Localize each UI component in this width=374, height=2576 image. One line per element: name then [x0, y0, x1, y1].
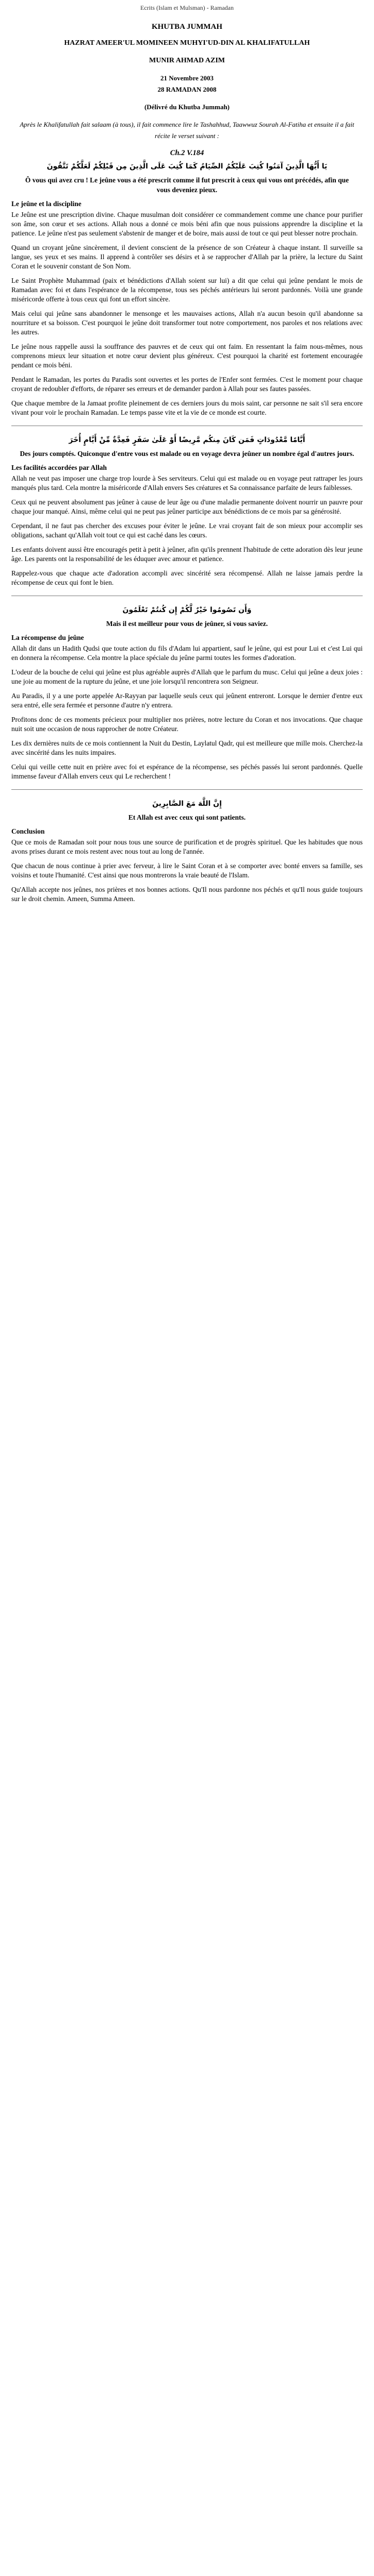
section-2	[11, 434, 363, 587]
verse-translation: Mais il est meilleur pour vous de jeûner, si vous saviez.	[106, 620, 268, 628]
paragraph: Le Jeûne est une prescription divine. Chaque musulman doit considérer ce commandement comme une chance pour purifier son âme, son cœur et ses actions. Allah nous a donné ce mois béni afin que nous puissions apprendre la discipline et la patience. Le jeûne n'est pas seulement s'abstenir de manger et de boire, mais aussi de tout ce qui peut blesser notre prochain.	[11, 211, 363, 237]
paragraph: Allah ne veut pas imposer une charge trop lourde à Ses serviteurs. Celui qui est malade ou en voyage peut rattraper les jours manqués plus tard. Cela montre la miséricorde d'Allah envers Ses créatures et Sa connaissance parfaite de leurs faiblesses.	[11, 474, 363, 492]
paragraph: Les dix dernières nuits de ce mois contiennent la Nuit du Destin, Laylatul Qadr, qui est meilleure que mille mois. Cherchez-la avec sincérité dans les nuits impaires.	[11, 739, 363, 756]
sermon-author: MUNIR AHMAD AZIM	[149, 57, 225, 64]
paragraph: Le Saint Prophète Muhammad (paix et bénédictions d'Allah soient sur lui) a dit que celui qui jeûne pendant le mois de Ramadan avec foi et dans l'espérance de la récompense, tous ses péchés antérieurs lui seront pardonnés. Voilà une grande miséricorde offerte à tous ceux qui font un effort sincère.	[11, 277, 363, 303]
paragraph: Cependant, il ne faut pas chercher des excuses pour éviter le jeûne. Le vrai croyant fait de son mieux pour accomplir ses obligations, sachant qu'Allah voit tout ce qui est caché dans les cœurs.	[11, 522, 363, 539]
paragraph: Celui qui veille cette nuit en prière avec foi et espérance de la récompense, ses péchés passés lui seront pardonnés. Quelle immense faveur d'Allah envers ceux qui Le recherchent !	[11, 763, 363, 780]
section-subheading: Conclusion	[11, 827, 45, 835]
section-1	[11, 161, 363, 417]
sermon-date: 21 Novembre 2003	[160, 74, 214, 82]
paragraph: Mais celui qui jeûne sans abandonner le mensonge et les mauvaises actions, Allah n'a aucun besoin qu'il abandonne sa nourriture et sa boisson. C'est pourquoi le jeûne doit transformer tout notre comportement, nos paroles et nos relations avec les autres.	[11, 310, 363, 336]
verse-translation: Des jours comptés. Quiconque d'entre vous est malade ou en voyage devra jeûner un nombre égal d'autres jours.	[20, 450, 354, 457]
section-4	[11, 798, 363, 904]
paragraph: Les enfants doivent aussi être encouragés petit à petit à jeûner, afin qu'ils prennent l'habitude de cette adoration dès leur jeune âge. Les parents ont la responsabilité de les éduquer avec amour et patience.	[11, 546, 363, 563]
section-subheading: Le jeûne et la discipline	[11, 200, 82, 208]
sermon-period: (Délivré du Khutba Jummah)	[144, 103, 230, 111]
verse-translation: Ô vous qui avez cru ! Le jeûne vous a été prescrit comme il fut prescrit à ceux qui vous ont précédés, afin que vous deveniez pieux.	[25, 176, 349, 194]
paragraph: Qu'Allah accepte nos jeûnes, nos prières et nos bonnes actions. Qu'Il nous pardonne nos péchés et qu'Il nous guide toujours sur le droit chemin. Ameen, Summa Ameen.	[11, 886, 363, 903]
arabic-verse: أَيَّامًا مَّعْدُودَاتٍ فَمَن كَانَ مِنكُم مَّرِيضًا أَوْ عَلَىٰ سَفَرٍ فَعِدَّةٌ مِّنْ أَيَّامٍ أُخَرَ	[69, 436, 305, 444]
sermon-hijri-date: 28 RAMADAN 2008	[157, 86, 217, 93]
section-subheading: La récompense du jeûne	[11, 634, 84, 641]
verse-reference: Ch.2 V.184	[170, 149, 204, 157]
paragraph: Le jeûne nous rappelle aussi la souffrance des pauvres et de ceux qui ont faim. En ressentant la faim nous-mêmes, nous comprenons mieux leur situation et notre cœur devient plus généreux. C'est pourquoi la charité est fortement encouragée pendant ce mois béni.	[11, 343, 363, 369]
section-subheading: Les facilités accordées par Allah	[11, 464, 107, 471]
paragraph: Profitons donc de ces moments précieux pour multiplier nos prières, notre lecture du Coran et nos invocations. Que chaque nuit soit une occasion de nous rapprocher de notre Créateur.	[11, 716, 363, 733]
sermon-org: HAZRAT AMEER'UL MOMINEEN MUHYI'UD-DIN AL KHALIFATULLAH	[64, 39, 310, 47]
arabic-verse: يَا أَيُّهَا الَّذِينَ آمَنُوا كُتِبَ عَلَيْكُمُ الصِّيَامُ كَمَا كُتِبَ عَلَى الَّذِينَ مِن قَبْلِكُمْ لَعَلَّكُمْ تَتَّقُونَ	[46, 162, 328, 171]
paragraph: L'odeur de la bouche de celui qui jeûne est plus agréable auprès d'Allah que le parfum du musc. Celui qui jeûne a deux joies : une joie au moment de la rupture du jeûne, et une joie lorsqu'il rencontrera son Seigneur.	[11, 668, 363, 685]
sermon-title: KHUTBA JUMMAH	[151, 23, 223, 31]
paragraph: Rappelez-vous que chaque acte d'adoration accompli avec sincérité sera récompensé. Allah ne laisse jamais perdre la récompense de ceux qui font le bien.	[11, 569, 363, 586]
section-divider	[11, 789, 363, 790]
section-3	[11, 604, 363, 781]
arabic-verse: وَأَن تَصُومُوا خَيْرٌ لَّكُمْ إِن كُنتُمْ تَعْلَمُونَ	[122, 606, 252, 614]
sermon-greeting: Après le Khalifatullah fait salaam (à tous), il fait commence lire le Tashahhud, Taawwuz Sourah Al-Fatiha et ensuite il a fait récite le verset suivant :	[20, 121, 354, 140]
paragraph: Quand un croyant jeûne sincèrement, il devient conscient de la présence de son Créateur à chaque instant. Il surveille sa langue, ses yeux et ses mains. Il apprend à contrôler ses désirs et à se rapprocher d'Allah par la prière, la lecture du Saint Coran et le souvenir constant de Son Nom.	[11, 244, 363, 270]
paragraph: Que ce mois de Ramadan soit pour nous tous une source de purification et de progrès spirituel. Que les habitudes que nous avons prises durant ce mois restent avec nous tout au long de l'année.	[11, 838, 363, 855]
paragraph: Que chaque membre de la Jamaat profite pleinement de ces derniers jours du mois saint, car personne ne sait s'il sera encore vivant pour voir le prochain Ramadan. Le temps passe vite et la vie de ce monde est courte.	[11, 399, 363, 416]
breadcrumb: Ecrits (Islam et Mulsman) - Ramadan	[140, 4, 234, 11]
document-page	[0, 0, 374, 917]
paragraph: Ceux qui ne peuvent absolument pas jeûner à cause de leur âge ou d'une maladie permanente doivent nourrir un pauvre pour chaque jour manqué. Ainsi, même celui qui ne peut pas jeûner participe aux bénédictions de ce mois par sa générosité.	[11, 498, 363, 515]
paragraph: Allah dit dans un Hadith Qudsi que toute action du fils d'Adam lui appartient, sauf le jeûne, qui est pour Lui et c'est Lui qui en donnera la récompense. Cela montre la place spéciale du jeûne parmi toutes les formes d'adoration.	[11, 645, 363, 662]
paragraph: Au Paradis, il y a une porte appelée Ar-Rayyan par laquelle seuls ceux qui jeûnent entreront. Lorsque le dernier d'entre eux sera entré, elle sera fermée et personne d'autre n'y entrera.	[11, 692, 363, 709]
verse-translation: Et Allah est avec ceux qui sont patients.	[128, 814, 246, 821]
paragraph: Que chacun de nous continue à prier avec ferveur, à lire le Saint Coran et à se comporter avec bonté envers sa famille, ses voisins et toute l'humanité. C'est ainsi que nous montrerons la vraie beauté de l'Islam.	[11, 862, 363, 879]
paragraph: Pendant le Ramadan, les portes du Paradis sont ouvertes et les portes de l'Enfer sont fermées. C'est le moment pour chaque croyant de redoubler d'efforts, de réparer ses erreurs et de demander pardon à Allah pour ses fautes passées.	[11, 376, 363, 393]
arabic-verse: إِنَّ اللَّهَ مَعَ الصَّابِرِينَ	[152, 800, 222, 808]
